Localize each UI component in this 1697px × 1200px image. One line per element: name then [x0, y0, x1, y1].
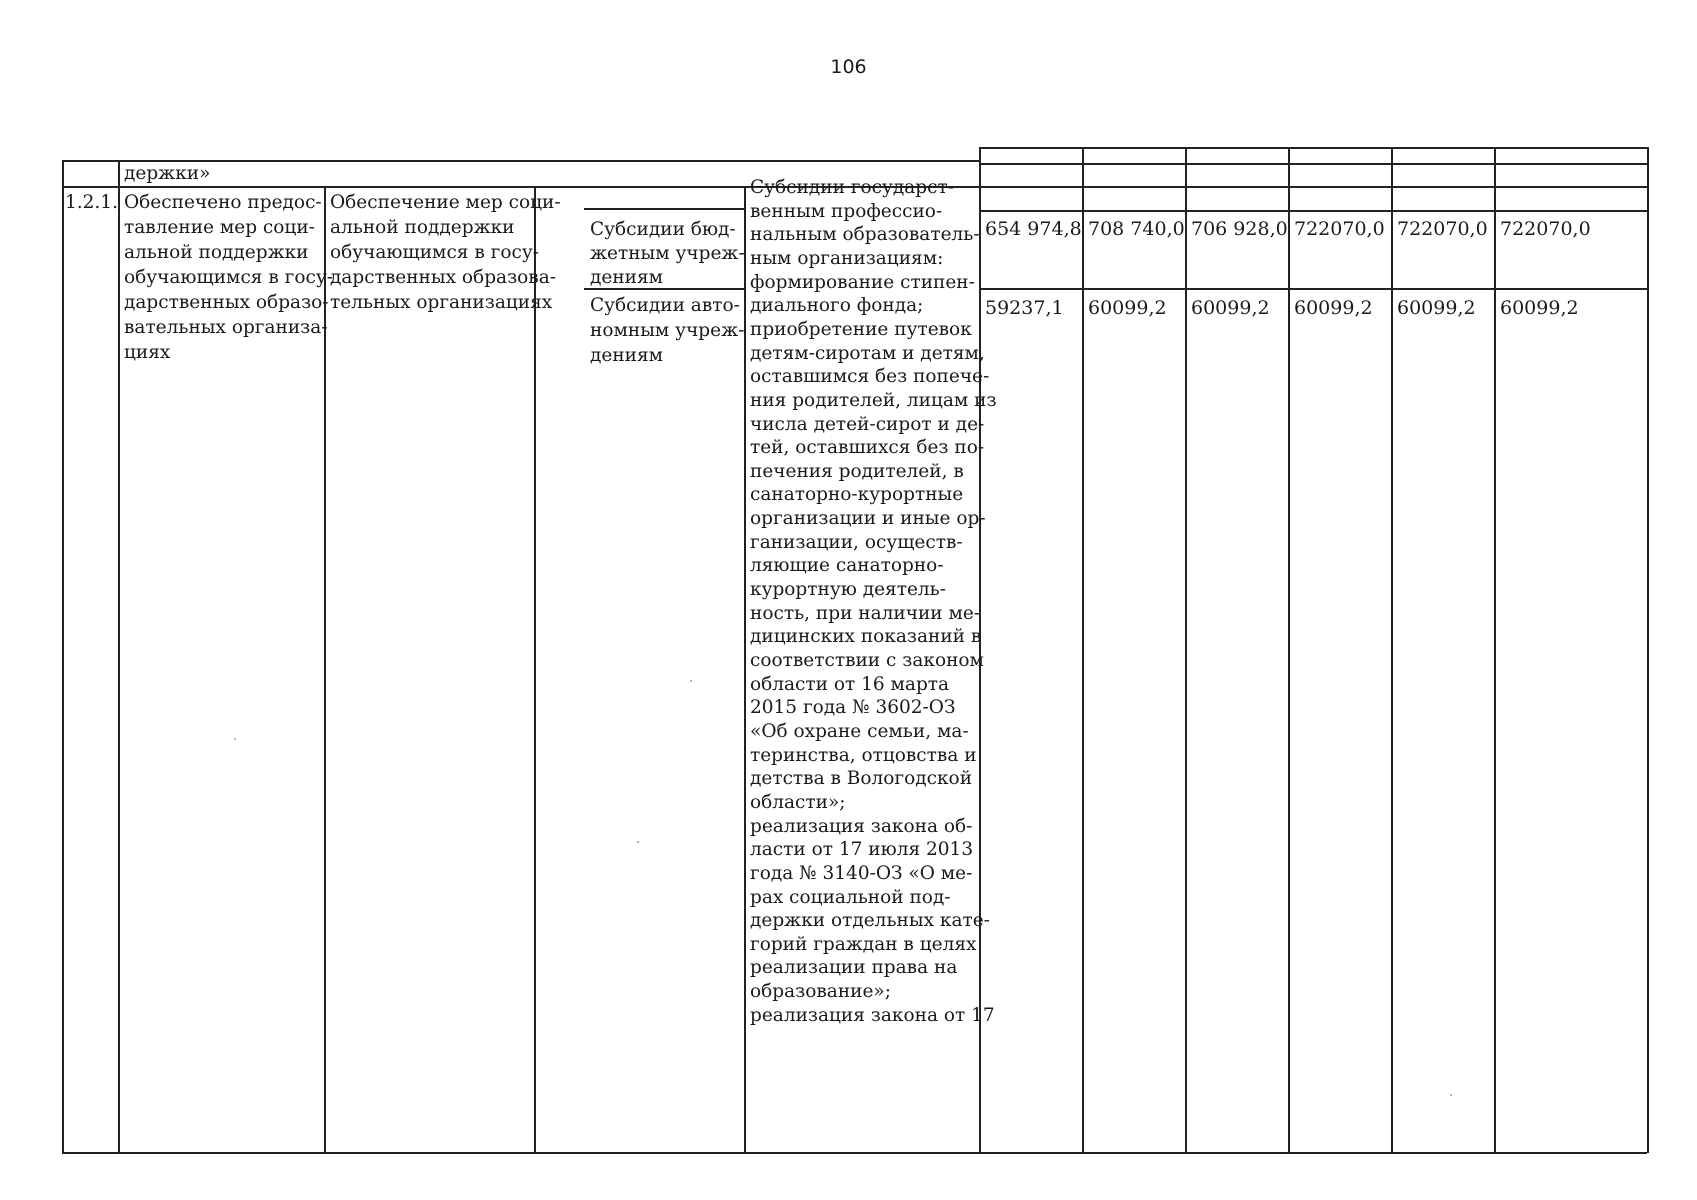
description-line: оставшимся без попече-	[750, 366, 990, 388]
description-line: реализация закона от 17	[750, 1004, 995, 1026]
value-cell: 60099,2	[1397, 297, 1476, 319]
description-line: реализация закона об-	[750, 815, 973, 837]
values-row-divider	[979, 288, 1647, 290]
value-cell: 706 928,0	[1191, 218, 1288, 240]
description-line: венным профессио-	[750, 200, 943, 222]
description-line: области от 16 марта	[750, 673, 950, 695]
description-line: года № 3140-ОЗ «О ме-	[750, 862, 973, 884]
code-column-divider	[118, 160, 120, 1153]
description-line: образование»;	[750, 981, 891, 1003]
value-cell: 722070,0	[1397, 218, 1488, 240]
description-line: 2015 года № 3602-ОЗ	[750, 697, 956, 719]
scan-speck	[234, 738, 236, 740]
funding-label-line: дениям	[590, 345, 664, 366]
page-number: 106	[830, 56, 867, 78]
description-line: ганизации, осуществ-	[750, 531, 963, 553]
value-cell: 60099,2	[1500, 297, 1579, 319]
result-line: альной поддержки	[124, 242, 309, 263]
description-line: детям-сиротам и детям,	[750, 342, 985, 364]
description-line: формирование стипен-	[750, 271, 975, 293]
value-column-divider-1	[1082, 147, 1084, 1153]
description-line: «Об охране семьи, ма-	[750, 720, 969, 742]
values-header-rule-1	[979, 163, 1647, 165]
description-line: нальным образователь-	[750, 224, 980, 246]
description-line: диального фонда;	[750, 295, 924, 317]
result-line: обучающимся в госу-	[124, 267, 333, 288]
description-line: Субсидии государст-	[750, 177, 954, 198]
table-top-border-right	[979, 147, 1647, 149]
activity-line: обучающимся в госу-	[330, 242, 539, 263]
budget-table	[62, 150, 1652, 1120]
value-cell: 60099,2	[1088, 297, 1167, 319]
description-line: санаторно-курортные	[750, 484, 964, 506]
activity-column-divider	[534, 186, 536, 1153]
funding-label-line: дениям	[590, 267, 664, 288]
result-line: Обеспечено предос-	[124, 192, 322, 213]
value-cell: 60099,2	[1191, 297, 1270, 319]
value-cell: 59237,1	[985, 297, 1064, 319]
funding-label-line: жетным учреж-	[590, 243, 745, 264]
description-line: рах социальной под-	[750, 886, 951, 908]
scan-speck	[690, 680, 692, 682]
description-line: печения родителей, в	[750, 460, 964, 482]
description-line: ность, при наличии ме-	[750, 602, 981, 624]
activity-line: Обеспечение мер соци-	[330, 192, 561, 213]
value-cell: 722070,0	[1500, 218, 1591, 240]
value-cell: 708 740,0	[1088, 218, 1185, 240]
table-left-border	[62, 160, 64, 1153]
activity-line: альной поддержки	[330, 217, 515, 238]
table-bottom-border	[62, 1152, 1647, 1154]
description-line: соответствии с законом	[750, 650, 984, 671]
description-line: тей, оставшихся без по-	[750, 437, 985, 459]
result-line: тавление мер соци-	[124, 217, 315, 238]
value-cell: 654 974,8	[985, 218, 1082, 240]
description-line: числа детей-сирот и де-	[750, 413, 985, 435]
description-line: ния родителей, лицам из	[750, 389, 997, 411]
value-column-divider-4	[1391, 147, 1393, 1153]
values-header-rule-2	[979, 210, 1647, 212]
value-column-divider-3	[1288, 147, 1290, 1153]
row-code: 1.2.1.	[65, 192, 118, 213]
description-line: ляющие санаторно-	[750, 555, 944, 577]
description-line: держки отдельных кате-	[750, 910, 990, 932]
description-line: курортную деятель-	[750, 579, 946, 601]
value-cell: 60099,2	[1294, 297, 1373, 319]
description-line: теринства, отцовства и	[750, 744, 977, 766]
value-column-divider-5	[1494, 147, 1496, 1153]
scan-speck	[1450, 1094, 1452, 1096]
value-column-divider-2	[1185, 147, 1187, 1153]
funding-label-line: номным учреж-	[590, 320, 745, 341]
funding-label-line: Субсидии авто-	[590, 295, 740, 316]
activity-line: дарственных образова-	[330, 267, 556, 288]
funding-label-line: Субсидии бюд-	[590, 219, 736, 240]
description-line: детства в Вологодской	[750, 768, 973, 790]
header-fragment: держки»	[124, 163, 211, 184]
description-line: реализации права на	[750, 957, 958, 979]
result-line: дарственных образо-	[124, 292, 329, 313]
result-line: вательных организа-	[124, 317, 328, 338]
activity-line: тельных организациях	[330, 292, 553, 313]
description-line: дицинских показаний в	[750, 626, 982, 648]
funding-column-top-rule	[584, 208, 744, 210]
table-right-border	[1647, 147, 1649, 1153]
description-line: горий граждан в целях	[750, 933, 977, 955]
description-line: приобретение путевок	[750, 318, 972, 340]
result-line: циях	[124, 342, 171, 363]
description-line: ласти от 17 июля 2013	[750, 839, 974, 861]
value-cell: 722070,0	[1294, 218, 1385, 240]
scan-speck	[637, 841, 639, 843]
description-line: ным организациям:	[750, 247, 944, 269]
description-line: организации и иные ор-	[750, 508, 986, 530]
description-line: области»;	[750, 791, 846, 813]
